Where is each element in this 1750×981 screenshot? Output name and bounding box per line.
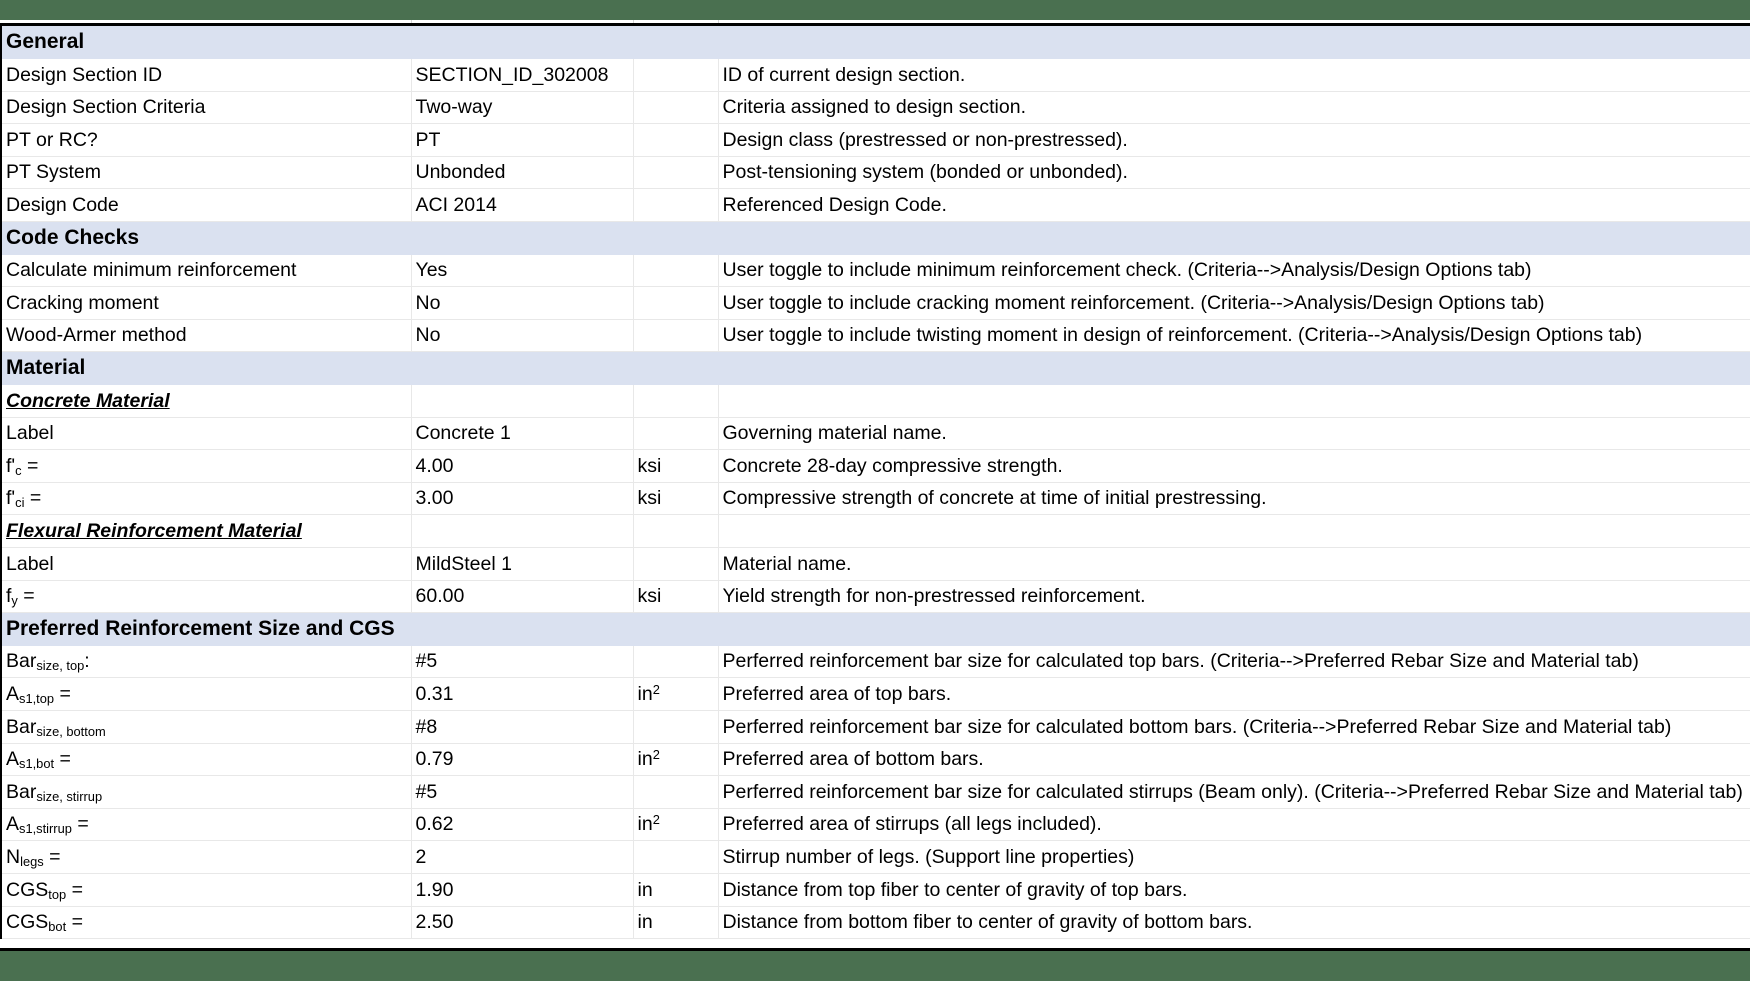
row-unit xyxy=(633,59,718,92)
row-label: $CGS_{top}$ = xyxy=(1,873,411,906)
row-label-text: Design Section ID xyxy=(6,63,163,86)
row-value-text: Unbonded xyxy=(415,161,506,184)
row-description xyxy=(718,59,1750,92)
row-description-text: Yield strength for non-prestressed reinforcement. xyxy=(722,585,1146,608)
row-label xyxy=(1,548,411,581)
row-value xyxy=(411,287,633,320)
row-description xyxy=(718,710,1750,743)
row-value-text: ACI 2014 xyxy=(415,194,497,217)
table-row xyxy=(1,482,1750,515)
row-description xyxy=(718,450,1750,483)
row-description xyxy=(718,515,1750,548)
row-description xyxy=(718,808,1750,841)
table-row xyxy=(1,743,1750,776)
row-unit xyxy=(633,254,718,287)
row-value-text: #5 xyxy=(415,650,438,673)
row-value-text: 60.00 xyxy=(415,585,465,608)
row-label xyxy=(1,515,411,548)
table-row xyxy=(1,319,1750,352)
row-description-text: Preferred area of top bars. xyxy=(722,682,952,705)
row-label-text: PT or RC? xyxy=(6,128,98,151)
row-value xyxy=(411,645,633,678)
row-unit-text: ksi xyxy=(637,585,662,608)
table-row xyxy=(1,678,1750,711)
row-value xyxy=(411,548,633,581)
row-label-text: PT System xyxy=(6,161,101,184)
row-label xyxy=(1,385,411,418)
row-unit xyxy=(633,841,718,874)
table-row xyxy=(1,450,1750,483)
row-unit-text: ksi xyxy=(637,487,662,510)
row-unit-text: ksi xyxy=(637,454,662,477)
row-label xyxy=(1,287,411,320)
row-description xyxy=(718,91,1750,124)
row-description xyxy=(718,254,1750,287)
row-unit-text: in xyxy=(637,911,653,934)
row-description-text: Concrete 28-day compressive strength. xyxy=(722,454,1063,477)
row-label: Bar$_{size, stirrup}$ xyxy=(1,776,411,809)
row-description xyxy=(718,385,1750,418)
row-label: $A_{s1,bot}$ = xyxy=(1,743,411,776)
row-description xyxy=(718,841,1750,874)
row-value-text: SECTION_ID_302008 xyxy=(415,63,609,86)
section-header-row xyxy=(1,352,1750,385)
row-unit-text: in xyxy=(637,878,653,901)
row-label: $f_y$ = xyxy=(1,580,411,613)
table-row xyxy=(1,710,1750,743)
row-label: $CGS_{bot}$ = xyxy=(1,906,411,939)
row-label-text: Calculate minimum reinforcement xyxy=(6,259,297,282)
row-value-text: MildSteel 1 xyxy=(415,552,512,575)
row-description xyxy=(718,482,1750,515)
row-description xyxy=(718,776,1750,809)
row-description-text: Perferred reinforcement bar size for calculated top bars. (Criteria-->Preferred Rebar Size and Material tab) xyxy=(722,650,1639,673)
row-value-text: Two-way xyxy=(415,96,493,119)
row-value xyxy=(411,385,633,418)
row-unit xyxy=(633,287,718,320)
row-label: $f'_{ci}$ = xyxy=(1,482,411,515)
row-unit xyxy=(633,482,718,515)
row-label-text: Label xyxy=(6,422,54,445)
row-value-text: PT xyxy=(415,128,441,151)
section-title: Code Checks xyxy=(1,222,1750,255)
row-value-text: 4.00 xyxy=(415,454,454,477)
row-unit xyxy=(633,776,718,809)
row-value xyxy=(411,482,633,515)
row-description-text: Perferred reinforcement bar size for calculated bottom bars. (Criteria-->Preferred Rebar Size and Material tab) xyxy=(722,715,1672,738)
row-description-text: Governing material name. xyxy=(722,422,947,445)
row-value xyxy=(411,776,633,809)
table-row xyxy=(1,287,1750,320)
row-value-text: No xyxy=(415,291,441,314)
section-title: Preferred Reinforcement Size and CGS xyxy=(1,613,1750,646)
row-description-text: User toggle to include cracking moment reinforcement. (Criteria-->Analysis/Design Options tab) xyxy=(722,291,1545,314)
row-label xyxy=(1,254,411,287)
row-value xyxy=(411,873,633,906)
row-label xyxy=(1,417,411,450)
row-description-text: ID of current design section. xyxy=(722,63,966,86)
row-description-text: Compressive strength of concrete at time of initial prestressing. xyxy=(722,487,1267,510)
table-row xyxy=(1,124,1750,157)
table-row xyxy=(1,808,1750,841)
design-section-report-table-container xyxy=(0,23,1750,951)
row-label-text: Cracking moment xyxy=(6,291,159,314)
row-description-text: Perferred reinforcement bar size for calculated stirrups (Beam only). (Criteria-->Preferred Rebar Size and Material tab) xyxy=(722,780,1743,803)
table-row xyxy=(1,580,1750,613)
table-row xyxy=(1,254,1750,287)
row-description-text: Preferred area of bottom bars. xyxy=(722,748,984,771)
row-value-text: #5 xyxy=(415,780,438,803)
table-row xyxy=(1,91,1750,124)
row-description xyxy=(718,906,1750,939)
row-description xyxy=(718,124,1750,157)
row-description xyxy=(718,189,1750,222)
row-value-text: 1.90 xyxy=(415,878,454,901)
row-label: Bar$_{size, bottom}$ xyxy=(1,710,411,743)
row-description xyxy=(718,645,1750,678)
row-description xyxy=(718,319,1750,352)
row-value-text: 0.31 xyxy=(415,682,454,705)
row-description xyxy=(718,873,1750,906)
row-value-text: 0.62 xyxy=(415,813,454,836)
row-description-text: Referenced Design Code. xyxy=(722,194,947,217)
row-unit: $in^2$ xyxy=(633,678,718,711)
row-value-text: #8 xyxy=(415,715,438,738)
row-value-text: Yes xyxy=(415,259,448,282)
table-row xyxy=(1,59,1750,92)
table-row xyxy=(1,189,1750,222)
row-description xyxy=(718,287,1750,320)
row-label-text: Wood-Armer method xyxy=(6,324,187,347)
table-row xyxy=(1,385,1750,418)
row-unit xyxy=(633,515,718,548)
row-label xyxy=(1,91,411,124)
table-row xyxy=(1,156,1750,189)
row-value xyxy=(411,450,633,483)
row-label xyxy=(1,156,411,189)
row-label xyxy=(1,59,411,92)
row-label-text: Label xyxy=(6,552,54,575)
table-row xyxy=(1,548,1750,581)
row-value-text: 2 xyxy=(415,845,427,868)
row-label xyxy=(1,319,411,352)
row-value-text: 0.79 xyxy=(415,748,454,771)
row-value-text: No xyxy=(415,324,441,347)
row-unit xyxy=(633,156,718,189)
row-subheading-label: Concrete Material xyxy=(6,389,170,412)
row-label xyxy=(1,124,411,157)
row-unit xyxy=(633,580,718,613)
row-label: Bar$_{size, top}$: xyxy=(1,645,411,678)
section-title: Material xyxy=(1,352,1750,385)
row-description xyxy=(718,417,1750,450)
row-unit xyxy=(633,548,718,581)
row-description-text: Material name. xyxy=(722,552,852,575)
row-value xyxy=(411,189,633,222)
row-unit: $in^2$ xyxy=(633,743,718,776)
row-description xyxy=(718,678,1750,711)
row-value xyxy=(411,710,633,743)
row-value xyxy=(411,59,633,92)
row-unit xyxy=(633,450,718,483)
row-value-text: 3.00 xyxy=(415,487,454,510)
row-description-text: Distance from top fiber to center of gravity of top bars. xyxy=(722,878,1188,901)
row-value xyxy=(411,417,633,450)
row-value xyxy=(411,678,633,711)
table-row xyxy=(1,776,1750,809)
row-value xyxy=(411,156,633,189)
row-label: $A_{s1,stirrup}$ = xyxy=(1,808,411,841)
row-description-text: Criteria assigned to design section. xyxy=(722,96,1026,119)
row-value xyxy=(411,515,633,548)
row-label: $f'_c$ = xyxy=(1,450,411,483)
row-value xyxy=(411,906,633,939)
design-section-report-table xyxy=(0,26,1750,939)
row-value xyxy=(411,841,633,874)
row-value xyxy=(411,124,633,157)
table-row xyxy=(1,873,1750,906)
row-value xyxy=(411,254,633,287)
table-row xyxy=(1,841,1750,874)
table-row xyxy=(1,515,1750,548)
row-value-text: Concrete 1 xyxy=(415,422,511,445)
row-unit xyxy=(633,189,718,222)
row-unit xyxy=(633,319,718,352)
row-unit xyxy=(633,710,718,743)
section-header-row xyxy=(1,26,1750,59)
row-unit xyxy=(633,124,718,157)
section-title: General xyxy=(1,26,1750,59)
row-label: $A_{s1,top}$ = xyxy=(1,678,411,711)
row-description xyxy=(718,580,1750,613)
row-unit xyxy=(633,385,718,418)
row-unit xyxy=(633,645,718,678)
row-description-text: User toggle to include minimum reinforcement check. (Criteria-->Analysis/Design Options tab) xyxy=(722,259,1532,282)
row-unit: $in^2$ xyxy=(633,808,718,841)
row-subheading-label: Flexural Reinforcement Material xyxy=(6,519,302,542)
row-description xyxy=(718,743,1750,776)
row-value xyxy=(411,319,633,352)
row-value-text: 2.50 xyxy=(415,911,454,934)
row-label-text: Design Section Criteria xyxy=(6,96,206,119)
row-unit xyxy=(633,906,718,939)
row-value xyxy=(411,580,633,613)
row-description-text: Preferred area of stirrups (all legs included). xyxy=(722,813,1102,836)
row-label xyxy=(1,189,411,222)
row-unit xyxy=(633,873,718,906)
section-header-row xyxy=(1,222,1750,255)
row-description-text: Post-tensioning system (bonded or unbonded). xyxy=(722,161,1128,184)
row-value xyxy=(411,743,633,776)
row-unit xyxy=(633,91,718,124)
row-description xyxy=(718,548,1750,581)
row-description-text: Stirrup number of legs. (Support line properties) xyxy=(722,845,1135,868)
row-description-text: Design class (prestressed or non-prestressed). xyxy=(722,128,1128,151)
table-row xyxy=(1,906,1750,939)
section-header-row xyxy=(1,613,1750,646)
row-description xyxy=(718,156,1750,189)
table-row xyxy=(1,417,1750,450)
table-row xyxy=(1,645,1750,678)
row-label: $N_{legs}$ = xyxy=(1,841,411,874)
row-description-text: User toggle to include twisting moment in design of reinforcement. (Criteria-->Analysis/Design Options tab) xyxy=(722,324,1643,347)
row-value xyxy=(411,91,633,124)
row-unit xyxy=(633,417,718,450)
row-description-text: Distance from bottom fiber to center of gravity of bottom bars. xyxy=(722,911,1253,934)
row-value xyxy=(411,808,633,841)
row-label-text: Design Code xyxy=(6,194,119,217)
